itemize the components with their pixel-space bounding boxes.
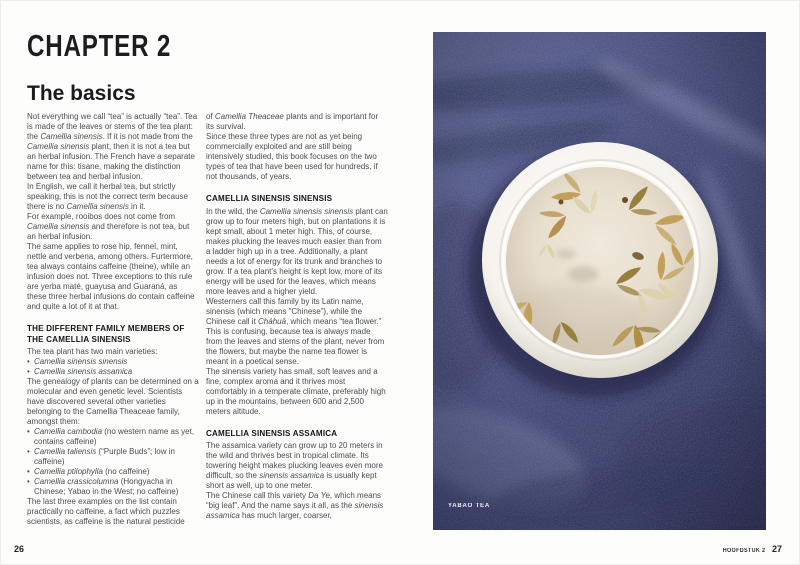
body-paragraph: of Camellia Theaceae plants and is important for its survival. [206, 112, 379, 131]
list-item: • Camellia crassicolumna (Hongyacha in Chinese; Yabao in the West; no caffeine) [27, 477, 199, 497]
body-paragraph: The same applies to rose hip, fennel, mint, nettle and verbena, among others. Furtermore, tea always contains caffeine (theine), while an infusion does not. Three exceptions to this rule are yerba maté, guayusa and Guaraná, as these three herbal infusions do contain caffeine and quite a lot of it at that. [27, 242, 195, 311]
body-paragraph: The genealogy of plants can be determined on a molecular and even genetic level. Scientists have discovered several other varieties belonging to the Camellia Theaceae family, amongst them: [27, 377, 199, 427]
list-item: • Camellia cambodia (no western name as yet, contains caffeine) [27, 427, 199, 447]
text-column-2 [206, 112, 388, 521]
body-paragraph: The sinensis variety has small, soft leaves and a fine, complex aroma and it thrives most comfortably in a temperate climate, preferably high up in the mountains, between 600 and 2,500 meters altitude. [206, 366, 386, 416]
body-paragraph: Since these three types are not as yet being commercially exploited and are still being intensively studied, this book focuses on the two types of tea that have been used for hundreds, if not thousands, of years. [206, 132, 378, 181]
section-heading-family-members: THE DIFFERENT FAMILY MEMBERS OF THE CAMELLIA SINENSIS [27, 323, 185, 344]
right-page-footer [718, 544, 782, 554]
list-item: • Camellia sinensis assamica [27, 367, 199, 377]
list-item: • Camellia ptilophylla (no caffeine) [27, 467, 199, 477]
section-heading-sinensis-sinensis: CAMELLIA SINENSIS SINENSIS [206, 193, 333, 203]
body-paragraph: Westerners call this family by its Latin name, sinensis (which means “Chinese”), while the Chinese call it Cháhuā, which means “tea flower.” This is confusing, because tea is always made from the leaves and stems of the plant, never from the flowers, but maybe the name tea flower is meant in a poetical sense. [206, 296, 385, 366]
body-paragraph: The assamica variety can grow up to 20 meters in the wild and thrives best in tropical climate. Its towering height makes plucking leaves even more difficult, so the sinensis assamica is usually kept short as well, up to one meter. [206, 441, 383, 491]
chapter-heading: CHAPTER 2 [27, 28, 172, 63]
photo-vignette [433, 32, 766, 530]
body-paragraph: The Chinese call this variety Da Ye, which means “big leaf”. And the name says it all, as the sinensis assamica has much larger, coarser, [206, 491, 384, 521]
body-paragraph: The tea plant has two main varieties: [27, 347, 158, 357]
body-paragraph: Not everything we call “tea” is actually “tea”. Tea is made of the leaves or stems of the tea plant: the Camellia sinensis. If it is not made from the Camellia sinensis plant, then it is not a tea but an herbal infusion. The French have a separate name for this: tisane, making the distinction between tea and herbal infusion. [27, 112, 198, 181]
body-paragraph: In English, we call it herbal tea, but strictly speaking, this is not the correct term because there is no Camellia sinensis in it. [27, 182, 188, 211]
section-heading-sinensis-assamica: CAMELLIA SINENSIS ASSAMICA [206, 427, 338, 438]
yabao-tea-photo-art [433, 32, 766, 530]
body-paragraph: For example, rooibos does not come from Camellia sinensis and therefore is not tea, but an herbal infusion. [27, 212, 190, 241]
page-number-left: 26 [14, 544, 25, 554]
photo-caption: YABAO TEA [448, 503, 490, 509]
list-item: • Camellia sinensis sinensis [27, 357, 199, 367]
list-item: • Camellia taliensis (“Purple Buds”; low in caffeine) [27, 447, 199, 467]
page-title: The basics [27, 82, 136, 105]
text-column-1 [27, 112, 199, 527]
body-paragraph: The last three examples on the list contain practically no caffeine, a fact which puzzles scientists, as caffeine is the natural pesticide [27, 497, 185, 527]
body-paragraph: In the wild, the Camellia sinensis sinensis plant can grow up to four meters high, but on plantations it is kept small, about 1 meter high. This, of course, makes plucking the leaves much easier than from a ladder high up in a tree. Additionally, a plant needs a lot of energy for its trunk and branches to grow. If a tea plant’s height is kept low, more of its energy will be used for the leaves, which means more leaves and a higher yield. [206, 206, 388, 296]
yabao-tea-photo [433, 32, 766, 530]
page-number-right: 27 [771, 544, 782, 554]
chapter-footer-label: HOOFDSTUK 2 [722, 548, 765, 554]
